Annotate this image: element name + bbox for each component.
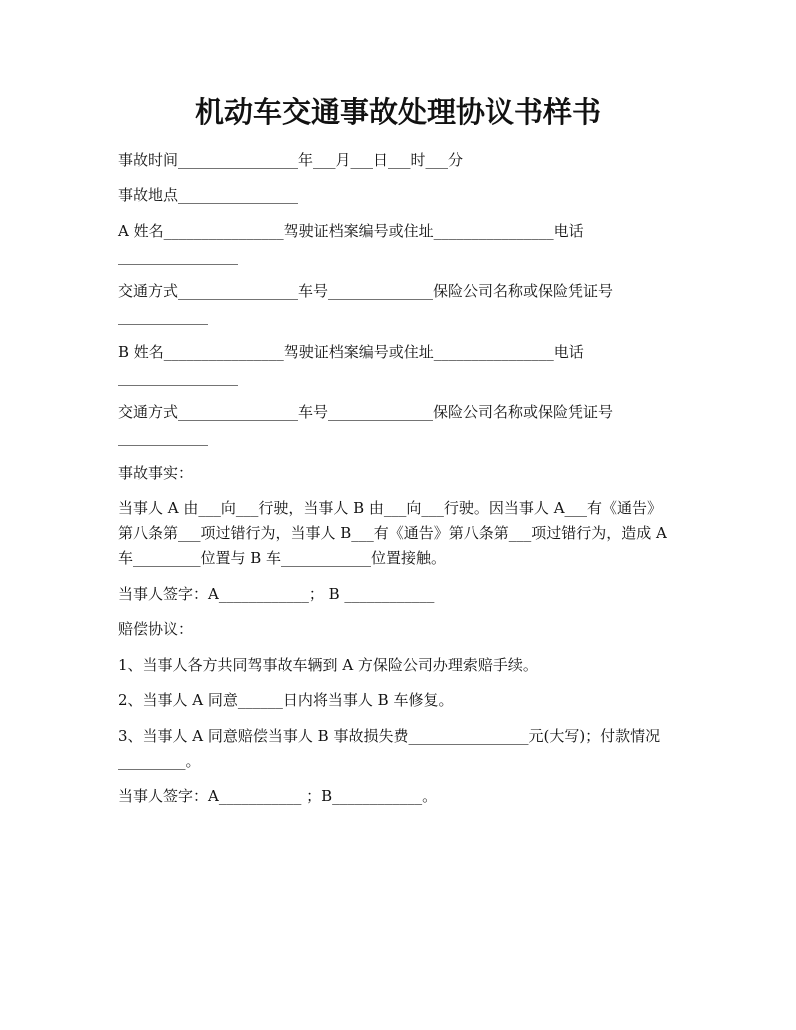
accident-facts-line-2: 第八条第___项过错行为，当事人 B___有《通告》第八条第___项过错行为，造成 A bbox=[118, 524, 667, 542]
payment-status-blank-line: _________。 bbox=[118, 751, 201, 770]
compensation-signature-line: 当事人签字：A___________ ；B____________。 bbox=[118, 787, 438, 805]
accident-facts-heading: 事故事实： bbox=[118, 463, 194, 482]
party-a-vehicle-line: 交通方式________________车号______________保险公司名称或保险凭证号 bbox=[118, 282, 614, 300]
party-a-vehicle-paragraph bbox=[118, 279, 738, 329]
compensation-heading: 赔偿协议： bbox=[118, 620, 194, 638]
accident-facts-statement bbox=[118, 496, 738, 571]
party-b-vehicle-line: 交通方式________________车号______________保险公司名称或保险凭证号 bbox=[118, 403, 614, 421]
facts-signature-line: 当事人签字：A____________； B ____________ bbox=[118, 584, 435, 603]
party-b-phone-blank-line: ________________ bbox=[118, 367, 238, 386]
document-body bbox=[118, 148, 738, 820]
compensation-signature-paragraph bbox=[118, 784, 738, 809]
accident-time-line: 事故时间________________年___月___日___时___分 bbox=[118, 150, 464, 169]
compensation-item-1-line: 1、当事人各方共同驾事故车辆到 A 方保险公司办理索赔手续。 bbox=[118, 655, 538, 674]
accident-location-paragraph bbox=[118, 183, 738, 208]
facts-signature-paragraph bbox=[118, 582, 738, 607]
compensation-item-2 bbox=[118, 688, 738, 713]
accident-facts-line-3: 车_________位置与 B 车____________位置接触。 bbox=[118, 549, 447, 567]
party-b-identity-line: B 姓名________________驾驶证档案编号或住址________________电话 bbox=[118, 342, 584, 361]
accident-facts-heading-paragraph bbox=[118, 461, 738, 486]
party-a-insurance-blank-line: ____________ bbox=[118, 307, 208, 325]
accident-time-paragraph bbox=[118, 148, 738, 173]
party-a-identity-paragraph bbox=[118, 219, 738, 269]
document-title: 机动车交通事故处理协议书样书 bbox=[194, 95, 601, 129]
party-a-identity-line: A 姓名________________驾驶证档案编号或住址________________电话 bbox=[118, 221, 584, 240]
party-b-identity-paragraph bbox=[118, 340, 738, 390]
party-a-phone-blank-line: ________________ bbox=[118, 246, 238, 265]
party-b-vehicle-paragraph bbox=[118, 400, 738, 450]
accident-facts-line-1: 当事人 A 由___向___行驶，当事人 B 由___向___行驶。因当事人 A___有《通告》 bbox=[118, 499, 663, 517]
accident-location-line: 事故地点________________ bbox=[118, 186, 299, 204]
compensation-item-3 bbox=[118, 724, 738, 774]
party-b-insurance-blank-line: ____________ bbox=[118, 428, 208, 446]
compensation-item-3-line: 3、当事人 A 同意赔偿当事人 B 事故损失费________________元(大写)；付款情况 bbox=[118, 726, 661, 745]
compensation-heading-paragraph bbox=[118, 617, 738, 642]
compensation-item-1 bbox=[118, 653, 738, 678]
compensation-item-2-line: 2、当事人 A 同意______日内将当事人 B 车修复。 bbox=[118, 691, 454, 709]
